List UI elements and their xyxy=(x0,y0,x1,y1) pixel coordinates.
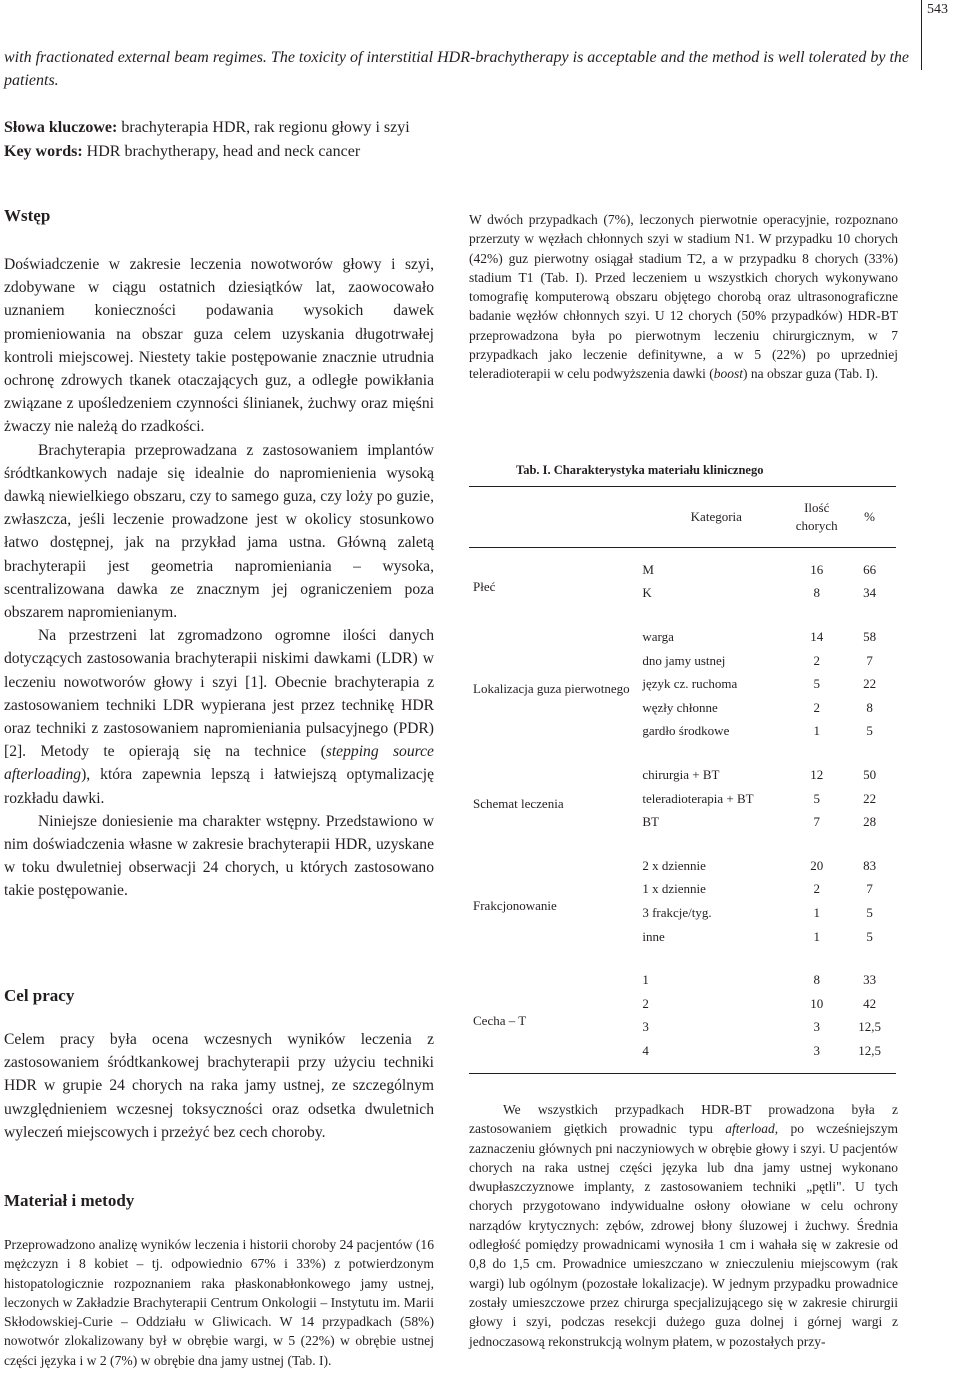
table-cell-percent: 58 xyxy=(863,628,877,644)
header-percent: % xyxy=(843,487,896,548)
table-cell-percent: 5 xyxy=(866,928,873,944)
intro-paragraph-4: Niniejsze doniesienie ma charakter wstępny. Przedstawiono w nim doświadczenia własne w zakresie brachyterapii HDR, uzyskane w toku dwuletniej obserwacji 24 chorych, u których zastosowano takie postępowanie. xyxy=(4,812,434,900)
keywords-english-label: Key words: xyxy=(4,143,83,160)
table-cell-count: 2 xyxy=(813,699,820,715)
right-paragraph-1-italic: boost xyxy=(713,366,744,382)
table-cell-count: 7 xyxy=(813,814,820,830)
table-cell-count: 8 xyxy=(813,972,820,988)
table-row xyxy=(469,844,896,878)
table-cell-count: 12 xyxy=(810,766,824,782)
clinical-table xyxy=(469,486,896,1074)
table-cell-percent: 8 xyxy=(866,699,873,715)
table-cell-percent: 12,5 xyxy=(858,1042,881,1058)
table-header-row xyxy=(469,487,896,548)
table-cell-category: 1 x dziennie xyxy=(642,881,706,897)
table-group-label: Płeć xyxy=(473,578,496,594)
keywords-block xyxy=(4,116,909,164)
table-cell-category: 3 frakcje/tyg. xyxy=(642,904,712,920)
table-cell-category: inne xyxy=(642,928,665,944)
table-cell-category: K xyxy=(642,585,652,601)
methods-paragraph: Przeprowadzono analizę wyników leczenia i historii choroby 24 pacjentów (16 mężczyzn i 8 kobiet – tj. odpowiednio 67% i 33%) z potwierdzonym histopatologicznie rozpoznaniem raka płaskonabłonkowego jamy ustnej, leczonych w Zakładzie Brachyterapii Centrum Onkologii – Instytutu im. Marii Skłodowskiej-Curie – Oddziału w Gliwicach. W 14 przypadkach (58%) nowotwór zlokalizowany był w obrębie wargi, w 5 (22%) w obrębie ustnej części języka i w 2 (7%) w obrębie dna jamy ustnej (Tab. I). xyxy=(4,1237,434,1368)
table-cell-category: węzły chłonne xyxy=(642,699,718,715)
table-cell-count: 8 xyxy=(813,585,820,601)
keywords-polish-text: brachyterapia HDR, rak regionu głowy i szyi xyxy=(117,119,410,136)
table-cell-percent: 66 xyxy=(863,561,877,577)
keywords-polish xyxy=(4,116,909,140)
table-cell-count: 20 xyxy=(810,857,824,873)
table-cell-percent: 22 xyxy=(863,790,877,806)
intro-text xyxy=(4,253,434,903)
table-cell-count: 10 xyxy=(810,995,824,1011)
table-row xyxy=(469,753,896,787)
table-cell-percent: 5 xyxy=(866,723,873,739)
right-paragraph-2-a: We wszystkich przypadkach HDR-BT prowadzona była z zastosowaniem giętkich prowadnic typu xyxy=(469,1102,898,1137)
table-cell-category: M xyxy=(642,561,654,577)
intro-paragraph-1: Doświadczenie w zakresie leczenia nowotworów głowy i szyi, zdobywane w ciągu ostatnich dziesiątków lat, zaowocowało uznaniem konieczności podawania wysokich dawek promieniowania na obszar guza celem uzyskania długotrwałej kontroli miejscowej. Niestety takie postępowanie znacznie utrudnia ochronę zdrowych tkanek otaczających guz, a odległe powikłania związane z upośledzeniem czynności ślinianek, żuchwy oraz mięśni żwaczy nie należą do rzadkości. xyxy=(4,256,434,436)
section-heading-aim: Cel pracy xyxy=(4,986,75,1005)
table-cell-count: 2 xyxy=(813,881,820,897)
table-cell-percent: 42 xyxy=(863,995,877,1011)
header-ilosc-line2: chorych xyxy=(795,518,838,533)
table-cell-percent: 33 xyxy=(863,972,877,988)
header-ilosc xyxy=(790,487,843,548)
table-cell-count: 3 xyxy=(813,1019,820,1035)
table-cell-percent: 50 xyxy=(863,766,877,782)
table-cell-count: 1 xyxy=(813,904,820,920)
table-cell-percent: 34 xyxy=(863,585,877,601)
table-group-label: Lokalizacja guza pierwotnego xyxy=(473,681,630,697)
right-paragraph-1-b: ) na obszar guza (Tab. I). xyxy=(743,366,879,382)
section-heading-methods: Materiał i metody xyxy=(4,1191,135,1210)
right-paragraph-2-italic: afterload xyxy=(725,1121,775,1137)
right-paragraph-2-b: , po wcześniejszym zaznaczeniu głównych pni naczyniowych w obrębie głowy i szyi. U pacjentów chorych na raka ustnej części języka lub dna jamy ustnej wykonano dwupłaszczyznowe implanty, z zastosowaniem techniki „pętli". U tych chorych przygotowano indywidualne osłony ołowiane w celu ochrony narządów krytycznych: zębów, zdrowej błony śluzowej i żuchwy. Średnia odległość pomiędzy prowadnicami wynosiła 1 cm i wahała się w zakresie od 0,8 do 1,5 cm. Prowadnice umieszczano w znieczuleniu miejscowym (rak wargi) lub ogólnym (pozostałe lokalizacje). W jednym przypadku prowadnice zostały umieszczowe przez chirurga specjalizującego się w zakresie chirurgii głowy i szyi, podczas resekcji dużego guza dolnej i górnej wargi z jednoczasową rekonstrukcją wolnym płatem, w pozostałych przy- xyxy=(469,1121,898,1349)
intro-paragraph-3-b: ), która zapewnia lepszą i łatwiejszą optymalizację rozkładu dawki. xyxy=(4,766,434,807)
table-cell-percent: 7 xyxy=(866,881,873,897)
table-cell-count: 1 xyxy=(813,723,820,739)
abstract-ending: with fractionated external beam regimes. The toxicity of interstitial HDR-brachytherapy is acceptable and the method is well tolerated by the patients. xyxy=(4,49,909,89)
table-cell-percent: 7 xyxy=(866,652,873,668)
table-row xyxy=(469,548,896,582)
table-group-label: Schemat leczenia xyxy=(473,795,564,811)
table-cell-count: 16 xyxy=(810,561,824,577)
table-cell-count: 1 xyxy=(813,928,820,944)
section-heading-intro: Wstęp xyxy=(4,206,51,225)
table-title: Tab. I. Charakterystyka materiału klinicznego xyxy=(516,463,764,477)
table-cell-category: chirurgia + BT xyxy=(642,766,720,782)
table-row xyxy=(469,615,896,649)
table-cell-percent: 28 xyxy=(863,814,877,830)
right-paragraph-2 xyxy=(469,1100,898,1351)
table-group-label: Cecha – T xyxy=(473,1012,527,1028)
table-cell-percent: 22 xyxy=(863,676,877,692)
table-cell-category: 3 xyxy=(642,1019,649,1035)
table-cell-category: 4 xyxy=(642,1042,649,1058)
keywords-polish-label: Słowa kluczowe: xyxy=(4,119,118,136)
header-ilosc-line1: Ilość xyxy=(804,500,830,515)
table-cell-percent: 83 xyxy=(863,857,877,873)
intro-paragraph-3-italic: stepping source afterloading xyxy=(4,743,434,784)
table-cell-category: 1 xyxy=(642,972,649,988)
table-group-label: Frakcjonowanie xyxy=(473,898,557,914)
right-text-top xyxy=(469,210,898,384)
table-cell-category: 2 xyxy=(642,995,649,1011)
aim-text xyxy=(4,1028,434,1144)
table-cell-category: BT xyxy=(642,814,659,830)
intro-paragraph-2: Brachyterapia przeprowadzana z zastosowaniem implantów śródtkankowych nadaje się idealnie do napromienienia wysoką dawką niewielkiego obszaru, czy to samego guza, czy loży po guzie, zwłaszcza, jeśli leczenie prowadzone jest w okolicy stosunkowo łatwo dostępnej, jak na przykład jama ustna. Główną zaletą brachyterapii jest geometria napromieniania – wysoka, scentralizowana dawka ze znacznym jej ograniczeniem poza obszarem napromienianym. xyxy=(4,441,434,622)
table-row xyxy=(469,958,896,992)
table-cell-category: warga xyxy=(642,628,674,644)
header-rule xyxy=(921,0,922,70)
aim-paragraph: Celem pracy była ocena wczesnych wyników leczenia z zastosowaniem śródtkankowej brachyterapii przy użyciu techniki HDR w grupie 24 chorych na raka jamy ustnej, ze szczególnym uwzględnieniem wczesnej toksyczności oraz odsetka dwuletnich wyleczeń miejscowych i przeżyć bez cech choroby. xyxy=(4,1031,434,1141)
table-cell-percent: 12,5 xyxy=(858,1019,881,1035)
header-kategoria: Kategoria xyxy=(642,487,790,548)
table-cell-count: 5 xyxy=(813,676,820,692)
table-cell-count: 3 xyxy=(813,1042,820,1058)
table-cell-category: teleradioterapia + BT xyxy=(642,790,754,806)
keywords-english xyxy=(4,140,909,164)
right-paragraph-1 xyxy=(469,210,898,384)
intro-paragraph-3 xyxy=(4,624,434,810)
table-cell-count: 5 xyxy=(813,790,820,806)
keywords-english-text: HDR brachytherapy, head and neck cancer xyxy=(82,143,361,160)
table-cell-category: 2 x dziennie xyxy=(642,857,706,873)
intro-paragraph-3-a: Na przestrzeni lat zgromadzono ogromne ilości danych dotyczących zastosowania brachyterapii niskimi dawkami (LDR) w leczeniu nowotworów głowy i szyi [1]. Obecnie brachyterapia z zastosowaniem techniki LDR wypierana jest przez technikę HDR oraz techniki z zastosowaniem napromieniania pulsacyjnego (PDR) [2]. Metody te opierają się na technice ( xyxy=(4,627,434,761)
table-cell-category: język cz. ruchoma xyxy=(642,676,738,692)
table-cell-category: gardło środkowe xyxy=(642,723,730,739)
right-text-bottom xyxy=(469,1100,898,1351)
page-number: 543 xyxy=(927,2,948,17)
table-cell-percent: 5 xyxy=(866,904,873,920)
right-paragraph-1-a: W dwóch przypadkach (7%), leczonych pierwotnie operacyjnie, rozpoznano przerzuty w węzłach chłonnych szyi w stadium N1. W przypadku 10 chorych (42%) guz pierwotny osiągał stadium T2, a w przypadku 8 chorych (33%) stadium T1 (Tab. I). Przed leczeniem u wszystkich chorych wykonywano tomografię komputerową obszaru objętego chorobą oraz ultrasonograficzne badanie węzłów chłonnych szyi. U 12 chorych (50% przypadków) HDR-BT przeprowadzona była po pierwotnym leczeniu chirurgicznym, w 7 przypadkach jako leczenie definitywne, a w 5 (22%) po uprzedniej teleradioterapii w celu podwyższenia dawki ( xyxy=(469,212,898,382)
methods-text xyxy=(4,1235,434,1370)
table-cell-count: 2 xyxy=(813,652,820,668)
table-cell-count: 14 xyxy=(810,628,824,644)
table-cell-category: dno jamy ustnej xyxy=(642,652,726,668)
